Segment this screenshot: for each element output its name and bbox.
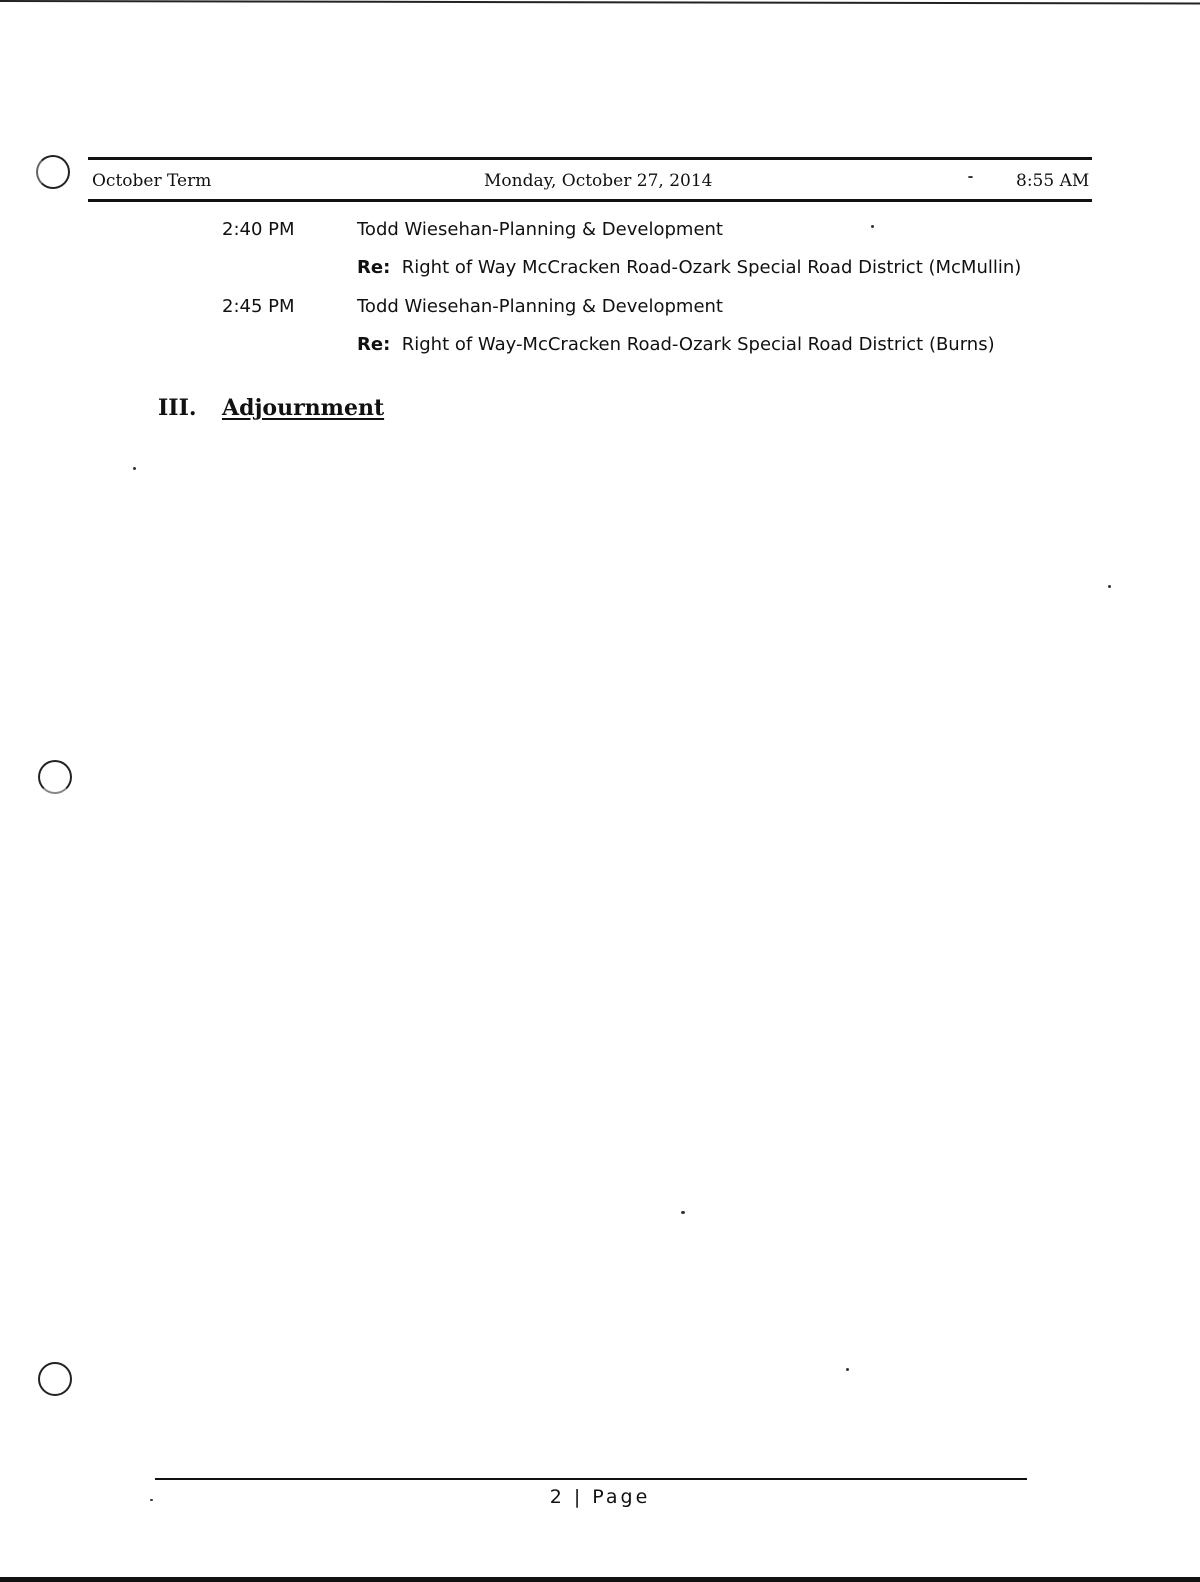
- scan-speck: [681, 1211, 685, 1214]
- agenda-item-2-re-label: Re:: [357, 334, 391, 355]
- section-title: Adjournment: [222, 395, 385, 421]
- section-heading: [158, 394, 384, 422]
- scan-speck: [846, 1368, 849, 1371]
- punch-hole-top: [36, 155, 70, 189]
- scan-top-edge: [0, 0, 1200, 5]
- agenda-item-1-presenter: Todd Wiesehan-Planning & Development: [357, 219, 723, 240]
- scan-bottom-edge: [0, 1577, 1200, 1582]
- header-term: October Term: [92, 171, 212, 191]
- footer-page-number: 2 | Page: [549, 1486, 651, 1508]
- agenda-item-1-re-text: Right of Way McCracken Road-Ozark Special Road District (McMullin): [401, 257, 1022, 278]
- section-numeral: III.: [158, 395, 197, 421]
- agenda-item-1-re: [357, 256, 1021, 280]
- scan-speck: [968, 176, 973, 178]
- agenda-item-2-time: 2:45 PM: [222, 296, 295, 317]
- agenda-item-1-re-label: Re:: [357, 257, 391, 278]
- scan-speck: [1108, 585, 1111, 588]
- agenda-item-2-presenter: Todd Wiesehan-Planning & Development: [357, 296, 723, 317]
- header-time: 8:55 AM: [1016, 171, 1090, 191]
- footer-rule: [155, 1478, 1027, 1480]
- punch-hole-bottom: [38, 1362, 72, 1396]
- header-rule-bottom: [88, 199, 1092, 202]
- agenda-item-2-re-text: Right of Way-McCracken Road-Ozark Special Road District (Burns): [401, 334, 995, 355]
- header-date: Monday, October 27, 2014: [484, 171, 713, 191]
- punch-hole-middle: [38, 760, 72, 794]
- agenda-item-1-time: 2:40 PM: [222, 219, 295, 240]
- scan-speck: [871, 225, 874, 228]
- agenda-item-2-re: [357, 333, 995, 357]
- header-rule-top: [88, 157, 1092, 160]
- scan-speck: [133, 467, 136, 470]
